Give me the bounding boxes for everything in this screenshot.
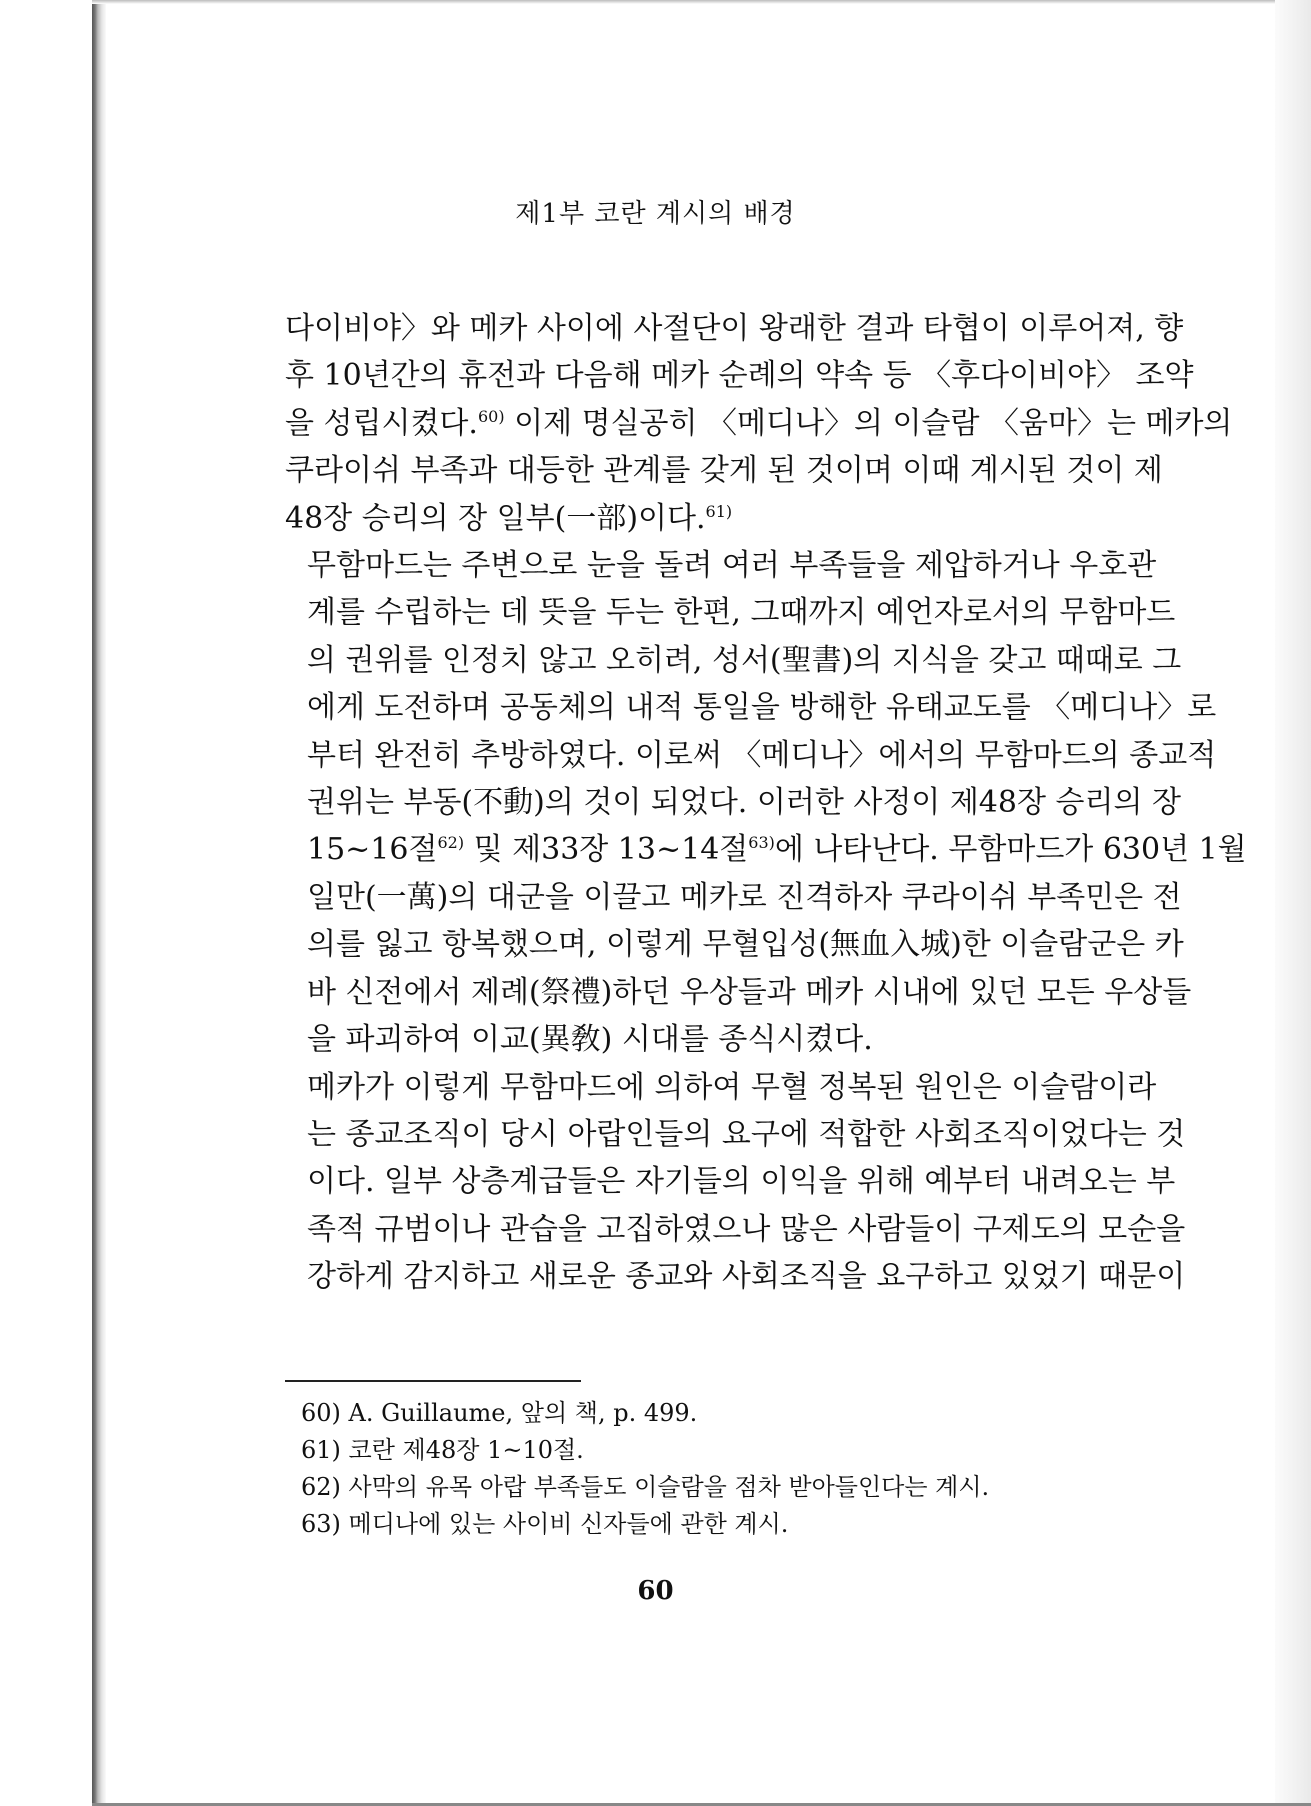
- footnotes: [301, 1395, 1061, 1543]
- paragraph-3: [285, 1064, 1186, 1301]
- running-header: 제1부 코란 계시의 배경: [515, 199, 796, 229]
- text-line: 이다. 일부 상층계급들은 자기들의 이익을 위해 예부터 내려오는 부: [307, 1164, 1176, 1200]
- footnote-ref: 62): [437, 833, 465, 853]
- footnote-63: 63) 메디나에 있는 사이비 신자들에 관한 계시.: [301, 1510, 789, 1538]
- text-line: 의 권위를 인정치 않고 오히려, 성서(聖書)의 지식을 갖고 때때로 그: [307, 642, 1182, 678]
- footnote-divider: [285, 1380, 581, 1382]
- paragraph-1: [285, 305, 1233, 542]
- footnote-62: 62) 사막의 유목 아랍 부족들도 이슬람을 점차 받아들인다는 계시.: [301, 1473, 990, 1501]
- page-top-edge: [92, 0, 1311, 4]
- text-line: 권위는 부동(不動)의 것이 되었다. 이러한 사정이 제48장 승리의 장: [307, 785, 1181, 821]
- text-line: 다이비야〉와 메카 사이에 사절단이 왕래한 결과 타협이 이루어져, 향: [285, 311, 1184, 346]
- page-spine-edge: [92, 0, 106, 1806]
- text-line: 쿠라이쉬 부족과 대등한 관계를 갖게 된 것이며 이때 계시된 것이 제: [285, 453, 1163, 489]
- text-line: 부터 완전히 추방하였다. 이로써 〈메디나〉에서의 무함마드의 종교적: [307, 737, 1217, 773]
- text-line: 는 종교조직이 당시 아랍인들의 요구에 적합한 사회조직이었다는 것: [307, 1116, 1186, 1152]
- text-line: 강하게 감지하고 새로운 종교와 사회조직을 요구하고 있었기 때문이: [307, 1259, 1186, 1295]
- text-line: 후 10년간의 휴전과 다음해 메카 순례의 약속 등 〈후다이비야〉 조약: [285, 358, 1194, 394]
- text-line: 48장 승리의 장 일부(一部)이다.$^{61)}$: [285, 500, 733, 536]
- text-line: 을 파괴하여 이교(異敎) 시대를 종식시켰다.: [307, 1022, 873, 1058]
- page-right-shadow: [1275, 0, 1311, 1806]
- text-line: 을 성립시켰다.$^{60)}$ 이제 명실공히 〈메디나〉의 이슬람 〈움마〉는 메카의: [285, 405, 1233, 441]
- footnote-61: 61) 코란 제48장 1~10절.: [301, 1436, 584, 1464]
- footnote-ref: 60): [477, 406, 505, 426]
- footnote-ref: 63): [748, 833, 775, 853]
- text-line: 족적 규범이나 관습을 고집하였으나 많은 사람들이 구제도의 모순을: [307, 1211, 1186, 1247]
- text-line: 바 신전에서 제례(祭禮)하던 우상들과 메카 시내에 있던 모든 우상들: [307, 974, 1192, 1010]
- text-line: 에게 도전하며 공동체의 내적 통일을 방해한 유태교도를 〈메디나〉로: [307, 690, 1217, 726]
- footnote-ref: 61): [705, 501, 733, 521]
- text-line: 의를 잃고 항복했으며, 이렇게 무혈입성(無血入城)한 이슬람군은 카: [307, 927, 1184, 963]
- text-line: 일만(一萬)의 대군을 이끌고 메카로 진격하자 쿠라이쉬 부족민은 전: [307, 879, 1182, 915]
- text-line: 메카가 이렇게 무함마드에 의하여 무혈 정복된 원인은 이슬람이라: [307, 1069, 1157, 1105]
- text-line: 무함마드는 주변으로 눈을 돌려 여러 부족들을 제압하거나 우호관: [307, 548, 1157, 584]
- paragraph-2: [285, 542, 1247, 1063]
- page-number: 60: [637, 1576, 674, 1606]
- body-text: [285, 305, 1247, 1301]
- text-line: 계를 수립하는 데 뜻을 두는 한편, 그때까지 예언자로서의 무함마드: [307, 595, 1176, 631]
- footnote-60: 60) A. Guillaume, 앞의 책, p. 499.: [301, 1399, 698, 1427]
- text-line: 15~16절$^{62)}$ 및 제33장 13~14절$^{63)}$에 나타난다. 무함마드가 630년 1월: [307, 832, 1247, 868]
